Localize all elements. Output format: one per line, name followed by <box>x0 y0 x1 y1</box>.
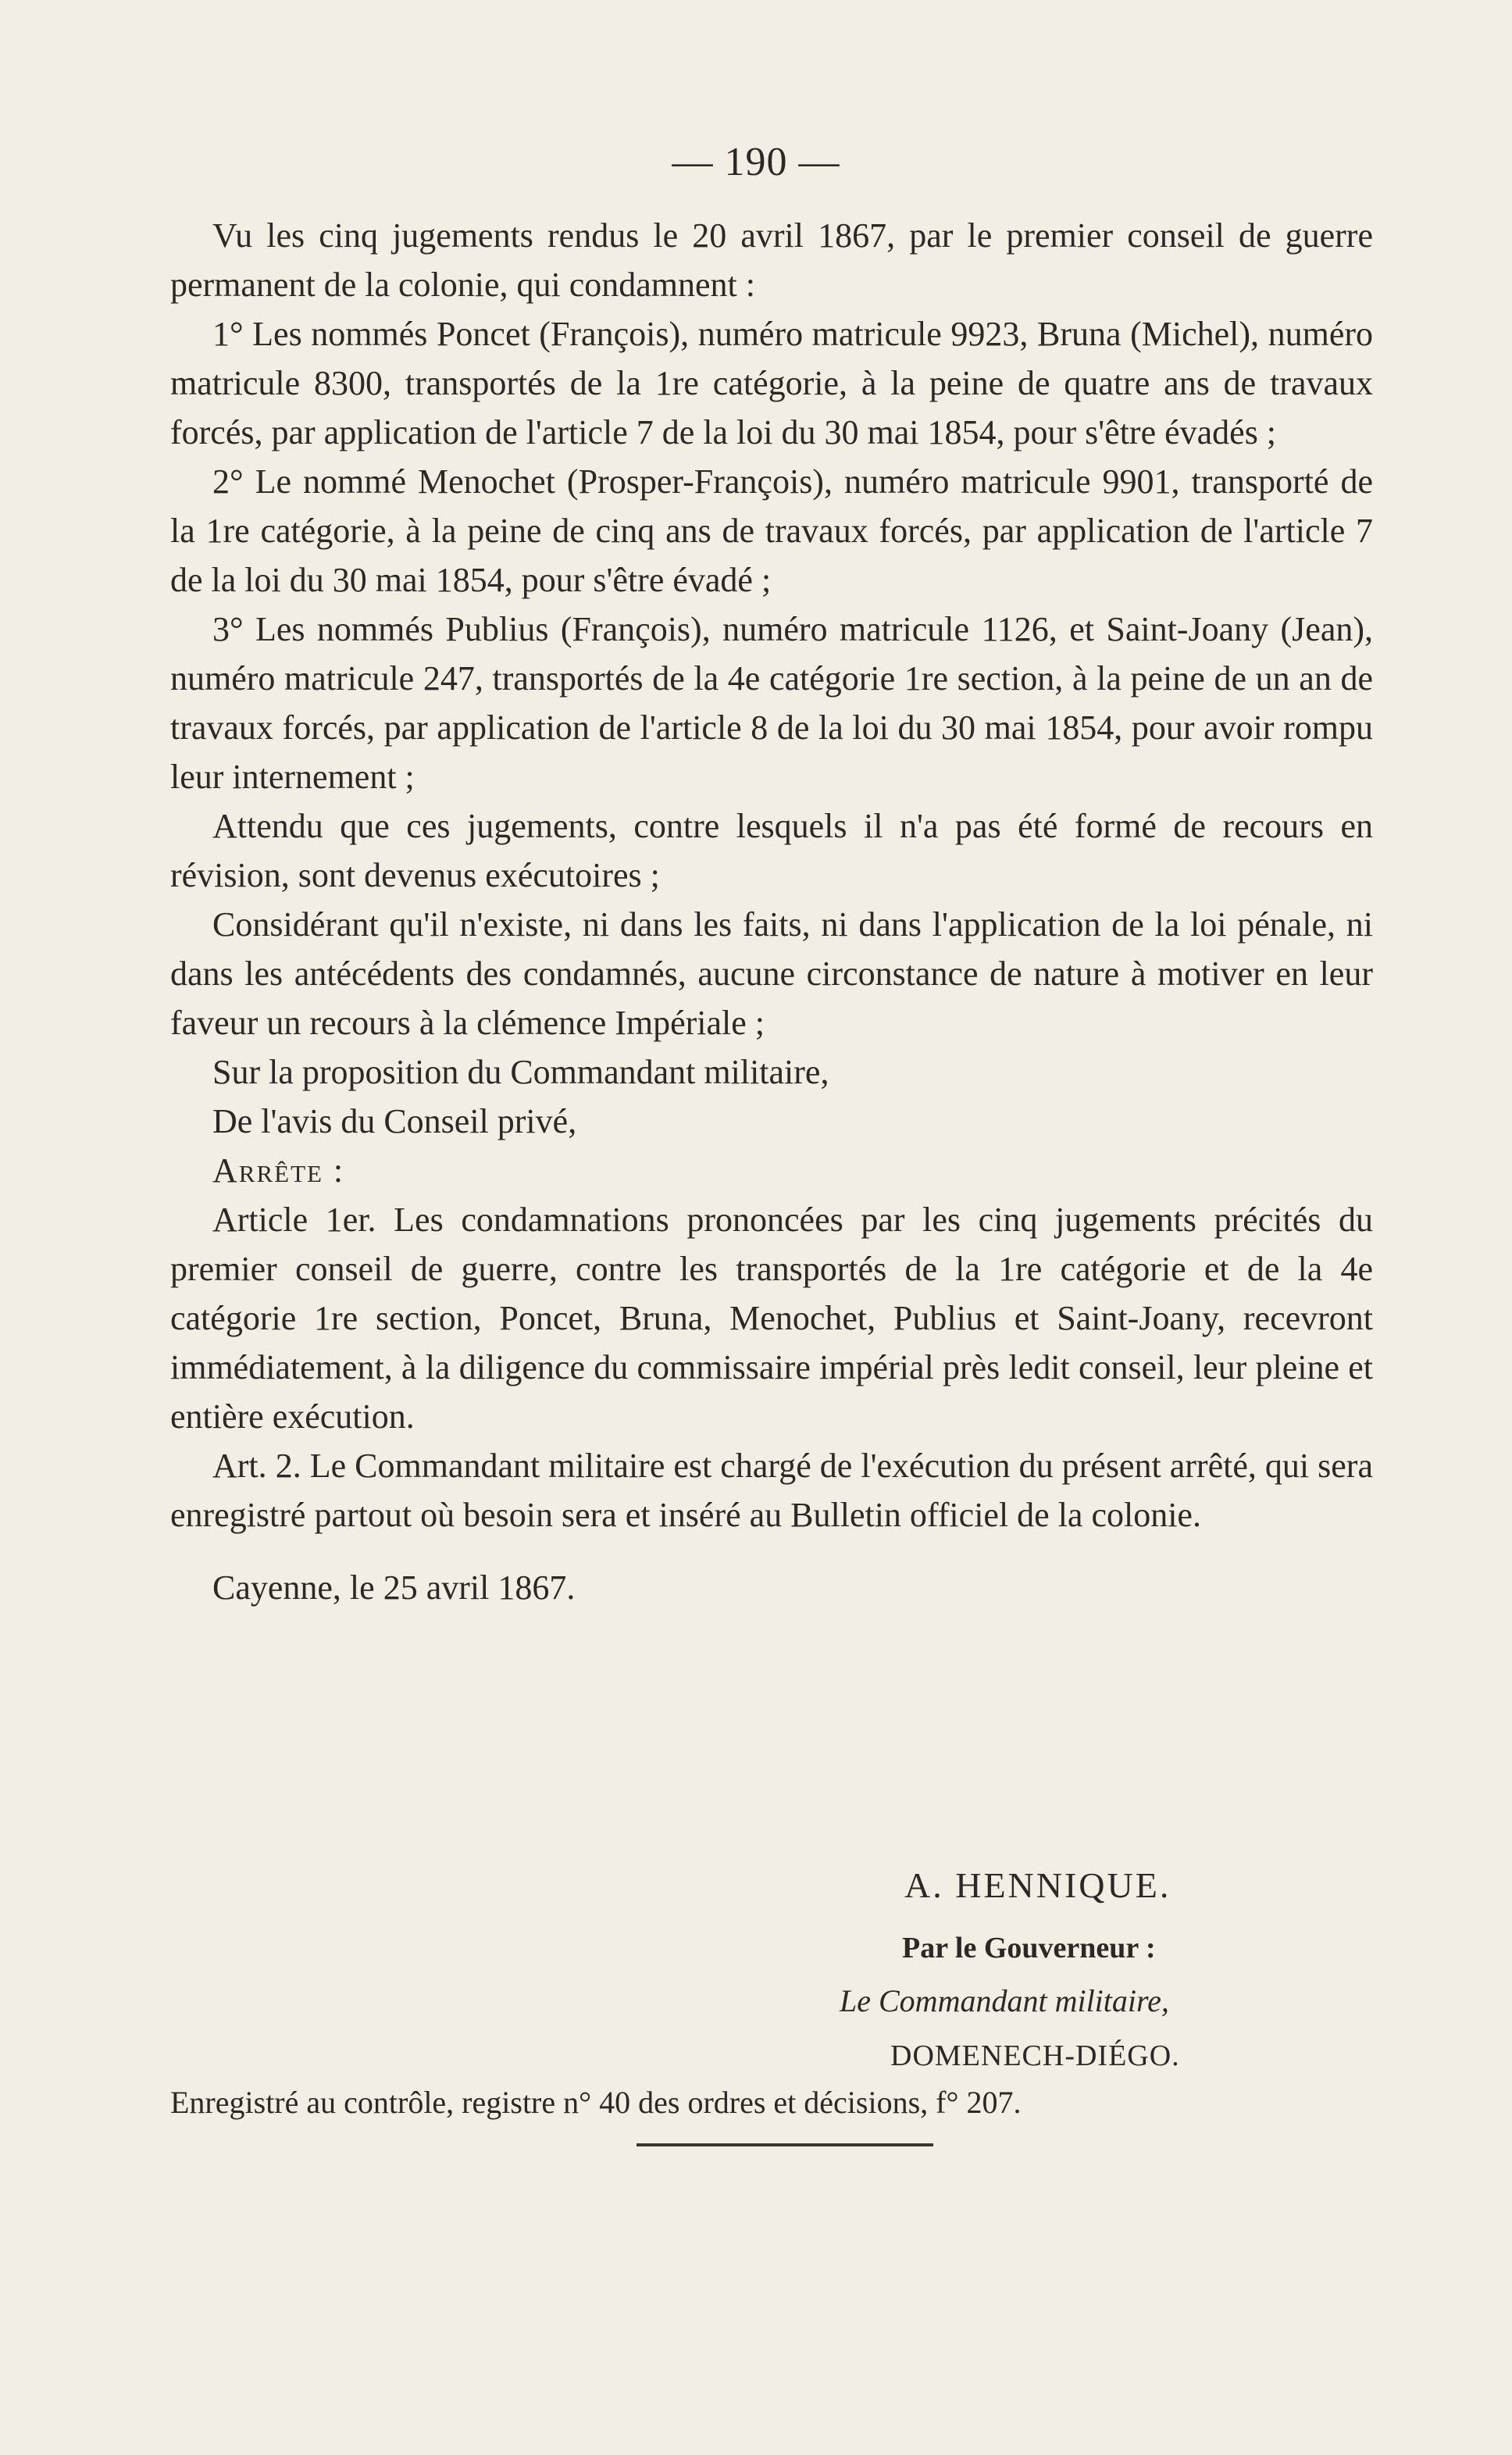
spacer <box>170 1540 1373 1563</box>
governor-signature: A. HENNIQUE. <box>904 1865 1171 1905</box>
attendu-paragraph: Attendu que ces jugements, contre lesquels il n'a pas été formé de recours en révision, sont devenus exécutoires ; <box>170 807 1373 894</box>
par-le-gouverneur: Par le Gouverneur : <box>902 1932 1156 1964</box>
article-1: Article 1er. Les condamnations prononcées par les cinq jugements précités du premier conseil de guerre, contre les transportés de la 1re catégorie et de la 4e catégorie 1re section, Poncet, Bruna, Menochet, Publius et Saint-Joany, recevront immédiatement, à la diligence du commissaire impérial près ledit conseil, leur pleine et entière exécution. <box>170 1201 1373 1436</box>
commandant-title: Le Commandant militaire, <box>840 1983 1169 2018</box>
closing-rule <box>637 2143 933 2146</box>
condemned-paragraph-2: 2° Le nommé Menochet (Prosper-François), numéro matricule 9901, transporté de la 1re catégorie, à la peine de cinq ans de travaux forcés, par application de l'article 7 de la loi du 30 mai 1854, pour s'être évadé ; <box>170 462 1373 599</box>
avis-paragraph: De l'avis du Conseil privé, <box>212 1102 577 1140</box>
decree-body <box>170 211 1373 1612</box>
considerant-paragraph: Considérant qu'il n'existe, ni dans les faits, ni dans l'application de la loi pénale, ni dans les antécédents des condamnés, aucune circonstance de nature à motiver en leur faveur un recours à la clémence Impériale ; <box>170 905 1373 1042</box>
condemned-paragraph-1: 1° Les nommés Poncet (François), numéro matricule 9923, Bruna (Michel), numéro matricule 8300, transportés de la 1re catégorie, à la peine de quatre ans de travaux forcés, par application de l'article 7 de la loi du 30 mai 1854, pour s'être évadés ; <box>170 315 1373 451</box>
preamble-paragraph: Vu les cinq jugements rendus le 20 avril 1867, par le premier conseil de guerre permanent de la colonie, qui condamnent : <box>170 216 1373 304</box>
page-number: — 190 — <box>672 140 840 184</box>
arrete-heading: Arrête : <box>212 1151 345 1190</box>
condemned-paragraph-3: 3° Les nommés Publius (François), numéro matricule 1126, et Saint-Joany (Jean), numéro matricule 247, transportés de la 4e catégorie 1re section, à la peine de un an de travaux forcés, par application de l'article 8 de la loi du 30 mai 1854, pour avoir rompu leur internement ; <box>170 610 1373 796</box>
registration-note: Enregistré au contrôle, registre n° 40 des ordres et décisions, f° 207. <box>170 2085 1022 2120</box>
proposition-paragraph: Sur la proposition du Commandant militaire, <box>212 1053 829 1091</box>
commandant-signature: DOMENECH-DIÉGO. <box>890 2039 1180 2072</box>
article-2: Art. 2. Le Commandant militaire est chargé de l'exécution du présent arrêté, qui sera enregistré partout où besoin sera et inséré au Bulletin officiel de la colonie. <box>170 1447 1373 1534</box>
place-date: Cayenne, le 25 avril 1867. <box>212 1568 576 1607</box>
